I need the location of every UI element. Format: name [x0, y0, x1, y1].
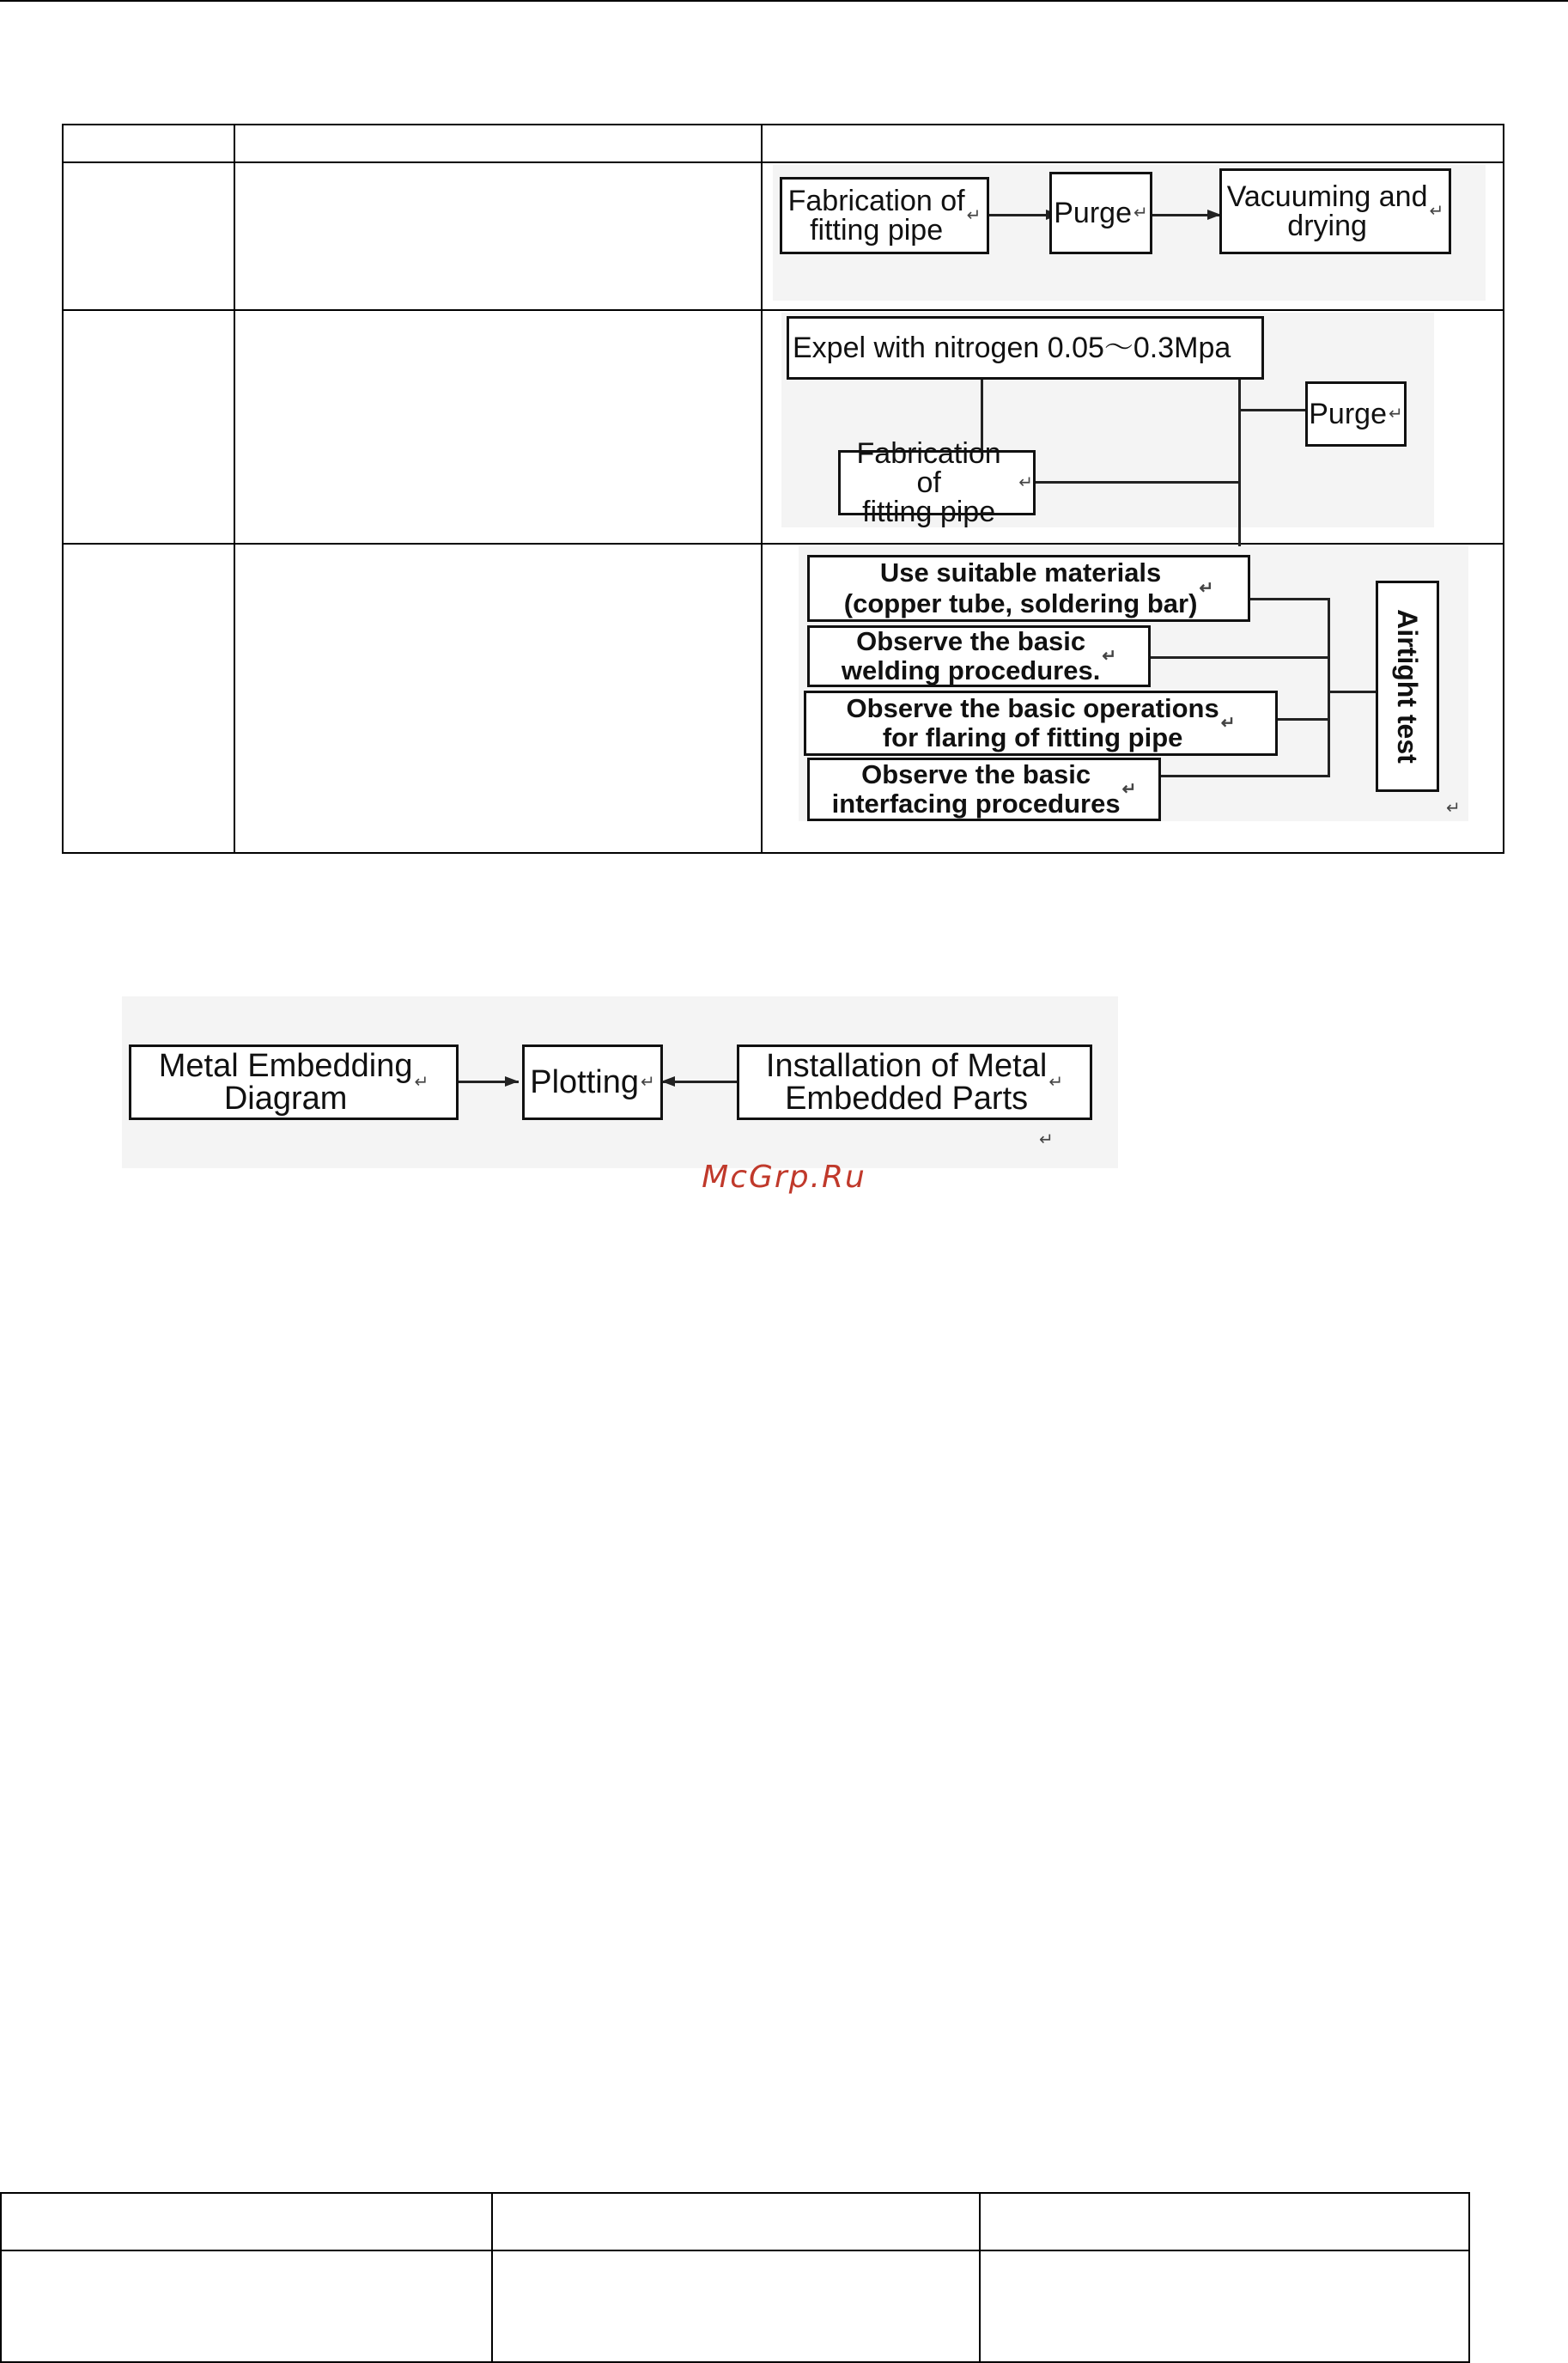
- return-mark: ↵: [1429, 202, 1444, 221]
- table-bottom-border: [62, 852, 1504, 854]
- flaring-box: [804, 691, 1278, 756]
- materials-box-label: Use suitable materials (copper tube, soldering bar): [843, 557, 1198, 618]
- return-mark: ↵: [414, 1073, 429, 1092]
- return-mark: ↵: [1121, 780, 1137, 799]
- connector-line: [989, 214, 1049, 216]
- watermark-text: McGrp.Ru: [702, 1160, 866, 1195]
- return-mark: ↵: [1446, 799, 1461, 818]
- purge-box: [1049, 172, 1152, 254]
- interfacing-box: [807, 758, 1161, 821]
- installation-box: [737, 1044, 1092, 1120]
- fabrication-box-label: Fabrication of fitting pipe: [787, 185, 965, 247]
- table-col-border: [62, 124, 64, 854]
- connector-line: [1036, 481, 1240, 484]
- fabrication-box: [780, 177, 989, 254]
- return-mark: ↵: [1388, 405, 1403, 423]
- table-col-border: [0, 2192, 2, 2363]
- connector-line: [1161, 775, 1329, 777]
- airtight-flow-diagram: [799, 546, 1468, 830]
- table-col-border: [979, 2192, 981, 2363]
- connector-line: [1250, 598, 1329, 600]
- return-mark: ↵: [640, 1073, 655, 1092]
- connector-line: [1278, 718, 1329, 721]
- purge-box: [1305, 381, 1407, 447]
- welding-box: [807, 625, 1151, 687]
- table-col-border: [1503, 124, 1504, 854]
- metal-embedding-box: [129, 1044, 459, 1120]
- table-header-row: [62, 124, 1504, 161]
- table-border: [0, 2192, 1470, 2194]
- purge-box-label: Purge: [1309, 398, 1387, 430]
- return-mark: ↵: [1102, 647, 1117, 666]
- return-mark: ↵: [1048, 1073, 1064, 1092]
- return-mark: ↵: [1018, 473, 1033, 492]
- nitrogen-box-label: Expel with nitrogen 0.05～0.3Mpa: [793, 332, 1231, 364]
- return-mark: ↵: [1133, 204, 1148, 222]
- fabrication-flow-diagram: [773, 165, 1486, 302]
- welding-box-label: Observe the basic welding procedures.: [841, 626, 1101, 685]
- airtight-test-label: Airtight test: [1392, 609, 1423, 764]
- bottom-table: [0, 2192, 1470, 2363]
- table-col-border: [491, 2192, 493, 2363]
- table-col-border: [1468, 2192, 1470, 2363]
- nitrogen-box: [787, 316, 1264, 380]
- connector-line: [1151, 656, 1329, 659]
- arrow-right-icon: [505, 1076, 519, 1087]
- plotting-box: [522, 1044, 663, 1120]
- return-mark: ↵: [966, 206, 982, 225]
- return-mark: ↵: [1199, 579, 1214, 598]
- interfacing-box-label: Observe the basic interfacing procedures: [831, 759, 1121, 819]
- table-col-border: [234, 124, 235, 854]
- purge-box-label: Purge: [1054, 197, 1132, 229]
- table-border: [0, 2250, 1470, 2251]
- vacuuming-box: [1219, 168, 1451, 254]
- nitrogen-flow-diagram: [781, 313, 1434, 527]
- connector-line: [1238, 380, 1241, 551]
- fabrication-box: [838, 437, 1036, 528]
- airtight-test-box: [1376, 581, 1439, 792]
- materials-box: [807, 555, 1250, 622]
- connector-line: [1328, 598, 1330, 777]
- vacuuming-box-label: Vacuuming and drying: [1226, 180, 1428, 242]
- metal-embedding-box-label: Metal Embedding Diagram: [158, 1048, 413, 1117]
- page-top-rule: [0, 0, 1568, 2]
- table-col-border: [761, 124, 763, 854]
- arrow-left-icon: [661, 1076, 675, 1087]
- installation-box-label: Installation of Metal Embedded Parts: [765, 1048, 1048, 1117]
- fabrication-box-label: Fabrication of fitting pipe: [856, 437, 1001, 528]
- plotting-box-label: Plotting: [530, 1064, 639, 1100]
- return-mark: ↵: [1220, 714, 1236, 733]
- metal-embedding-flow-diagram: [122, 996, 1118, 1168]
- flaring-box-label: Observe the basic operations for flaring of fitting pipe: [846, 693, 1219, 752]
- return-mark: ↵: [1039, 1130, 1054, 1149]
